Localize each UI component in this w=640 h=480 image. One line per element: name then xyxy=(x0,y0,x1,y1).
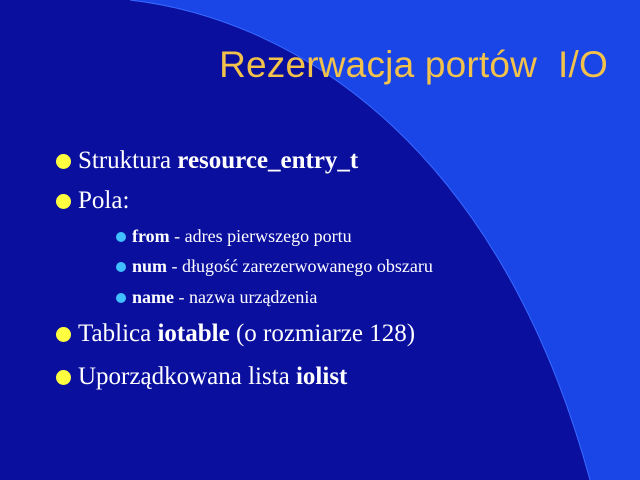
sub-bullet-icon xyxy=(116,293,126,303)
sub-bullet-icon xyxy=(116,232,126,242)
sub-bullet-text xyxy=(132,256,433,277)
bullet-text-bold: from xyxy=(132,226,170,246)
bullet-item xyxy=(56,187,129,215)
bullet-text-bold: name xyxy=(132,287,174,307)
sub-bullet-item xyxy=(116,226,352,247)
bullet-text-regular: Pola: xyxy=(78,187,130,214)
bullet-text xyxy=(78,320,415,348)
bullet-icon xyxy=(56,370,71,385)
bullet-text-regular: - adres pierwszego portu xyxy=(169,226,352,246)
bullet-icon xyxy=(56,194,71,209)
bullet-icon xyxy=(56,327,71,342)
bullet-icon xyxy=(56,154,71,169)
bullet-text-regular: Tablica xyxy=(78,320,158,347)
sub-bullet-text xyxy=(132,226,352,247)
bullet-text-regular: Uporządkowana lista xyxy=(78,363,296,390)
bullet-text-regular: - długość zarezerwowanego obszaru xyxy=(167,256,433,276)
bullet-text-regular: (o rozmiarze 128) xyxy=(229,320,416,347)
bullet-item xyxy=(56,363,347,391)
bullet-text xyxy=(78,363,347,391)
sub-bullet-text xyxy=(132,287,317,308)
bullet-text xyxy=(78,147,358,175)
bullet-text xyxy=(78,187,129,215)
bullet-text-regular: - nazwa urządzenia xyxy=(174,287,318,307)
bullet-text-bold: num xyxy=(132,256,168,276)
sub-bullet-item xyxy=(116,287,317,308)
bullet-text-bold: resource_entry_t xyxy=(177,147,359,174)
sub-bullet-item xyxy=(116,256,433,277)
bullet-text-regular: Struktura xyxy=(78,147,178,174)
bullet-text-bold: iotable xyxy=(157,320,230,347)
bullet-item xyxy=(56,320,415,348)
bullet-text-bold: iolist xyxy=(295,363,348,390)
bullet-item xyxy=(56,147,358,175)
slide-title: Rezerwacja portów I/O xyxy=(219,44,608,85)
sub-bullet-icon xyxy=(116,262,126,272)
